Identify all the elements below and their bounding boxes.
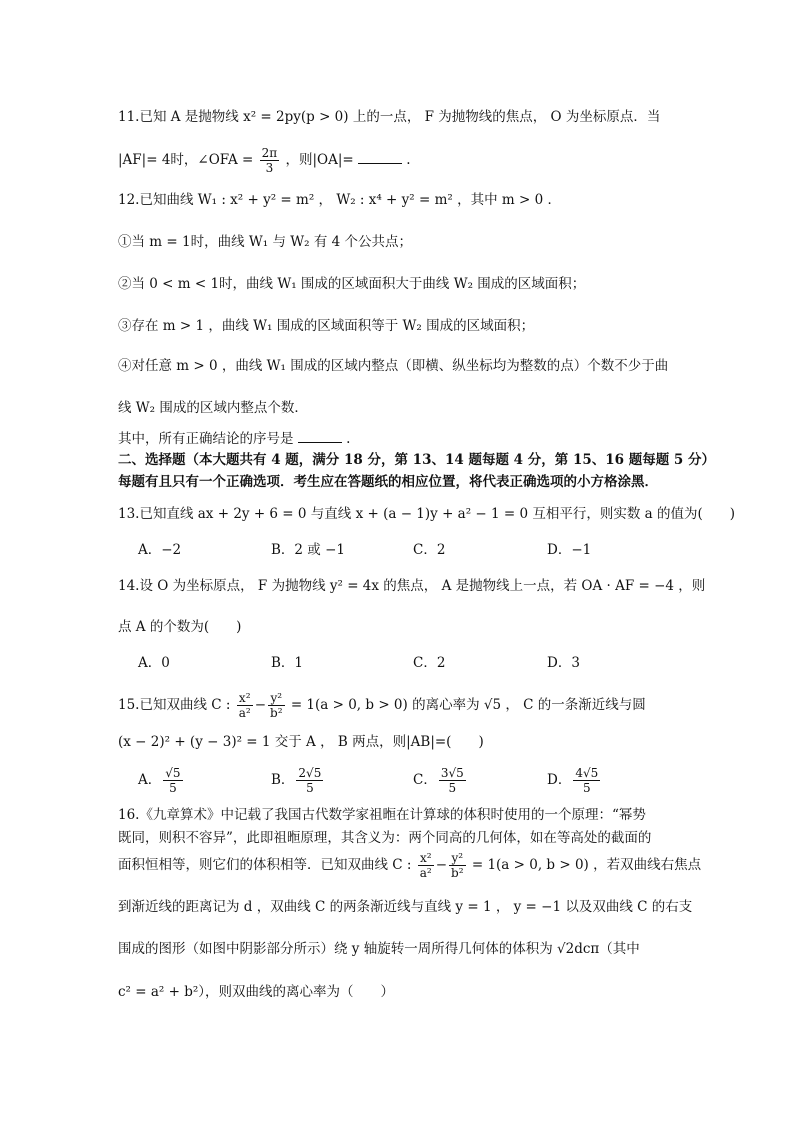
q15-option-a-label: A．	[138, 772, 162, 788]
q15-option-b-label: B．	[271, 772, 295, 788]
q15-option-d-den: 5	[582, 781, 591, 795]
q12-statement-4b: 线 W₂ 围成的区域内整点个数．	[118, 400, 308, 416]
q11-stem-line2	[118, 146, 411, 175]
q11-end: .	[406, 152, 411, 168]
q15-option-d-label: D．	[547, 772, 572, 788]
q14-option-c[interactable]: C．2	[413, 655, 446, 671]
q16-line-3-prefix: 面积恒相等，则它们的体积相等．已知双曲线 C :	[118, 857, 412, 873]
q13-option-c[interactable]: C．2	[413, 542, 446, 558]
q12-conclusion-end: .	[346, 431, 351, 447]
q16-y-fraction	[449, 851, 466, 880]
q15-minus: −	[254, 697, 267, 713]
q16-b2: b²	[451, 866, 464, 880]
q15-option-c-num: 3√5	[440, 766, 464, 780]
q14-option-b[interactable]: B．1	[271, 655, 304, 671]
q15-option-c-label: C．	[413, 772, 437, 788]
q11-angle-fraction	[260, 146, 280, 175]
q11-oa-text: ，则|OA|=	[285, 152, 354, 168]
q14-option-a[interactable]: A．0	[138, 655, 170, 671]
q14-stem-line1: 14.设 O 为坐标原点， F 为抛物线 y² = 4x 的焦点， A 是抛物线上一点，若 OA · AF = −4 ，则	[118, 578, 706, 594]
q15-option-b-fraction	[296, 766, 323, 795]
q15-option-a-den: 5	[169, 781, 177, 795]
q16-line-4: 到渐近线的距离记为 d ，双曲线 C 的两条渐近线与直线 y = 1 ， y = −1 以及双曲线 C 的右支	[118, 899, 693, 915]
q16-x2: x²	[418, 851, 434, 866]
q12-conclusion-text: 其中，所有正确结论的序号是	[118, 431, 294, 447]
q13-option-d[interactable]: D．−1	[547, 542, 592, 558]
q15-stem-prefix: 15.已知双曲线 C :	[118, 697, 231, 713]
section-2-instructions: 每题有且只有一个正确选项．考生应在答题纸的相应位置，将代表正确选项的小方格涂黑．	[118, 474, 658, 490]
q15-option-c[interactable]	[413, 764, 468, 796]
q15-option-d-num: 4√5	[575, 766, 599, 780]
q15-option-b-num: 2√5	[298, 766, 322, 780]
q15-option-b-den: 5	[306, 781, 314, 795]
q15-stem-line2: (x − 2)² + (y − 3)² = 1 交于 A ， B 两点，则|AB|=( )	[118, 734, 484, 750]
q15-option-b[interactable]	[271, 764, 325, 796]
q13-stem: 13.已知直线 ax + 2y + 6 = 0 与直线 x + (a − 1)y + a² − 1 = 0 互相平行，则实数 a 的值为( )	[118, 506, 736, 522]
q15-y2: y²	[268, 691, 285, 706]
q15-b2: b²	[270, 706, 283, 720]
q16-line-6: c² = a² + b²），则双曲线的离心率为（ ）	[118, 984, 395, 1000]
q12-statement-1: ①当 m = 1时，曲线 W₁ 与 W₂ 有 4 个公共点；	[118, 234, 412, 250]
q15-option-d[interactable]	[547, 764, 602, 796]
q11-frac-numerator: 2π	[261, 146, 278, 160]
q12-statement-3: ③存在 m > 1 ，曲线 W₁ 围成的区域面积等于 W₂ 围成的区域面积；	[118, 318, 535, 334]
q16-line-3	[118, 850, 701, 880]
q12-answer-blank[interactable]	[298, 430, 342, 443]
q15-option-c-den: 5	[448, 781, 457, 795]
q13-option-a[interactable]: A．−2	[138, 542, 182, 558]
q12-stem: 12.已知曲线 W₁ : x² + y² = m² ， W₂ : x⁴ + y² = m² ，其中 m > 0 ．	[118, 192, 561, 208]
q16-x-fraction	[418, 851, 434, 880]
q15-x-fraction	[237, 691, 253, 720]
q12-statement-2: ②当 0 < m < 1时，曲线 W₁ 围成的区域面积大于曲线 W₂ 围成的区域面积；	[118, 276, 586, 292]
q16-line-3-suffix: = 1(a > 0, b > 0) ，若双曲线右焦点	[471, 857, 702, 873]
q15-option-a-fraction	[163, 766, 182, 795]
q15-stem-suffix: = 1(a > 0, b > 0) 的离心率为 √5 ， C 的一条渐近线与圆	[290, 697, 646, 713]
q11-stem-line1: 11.已知 A 是抛物线 x² = 2py(p > 0) 上的一点， F 为抛物线的焦点， O 为坐标原点．当	[118, 109, 661, 125]
q15-x2: x²	[237, 691, 253, 706]
q15-a2: a²	[238, 706, 251, 720]
q16-line-5: 围成的图形（如图中阴影部分所示）绕 y 轴旋转一周所得几何体的体积为 √2dcπ（其中	[118, 941, 640, 957]
q16-line-1: 16.《九章算术》中记载了我国古代数学家祖暅在计算球的体积时使用的一个原理：“幂势	[118, 807, 646, 823]
q14-stem-line2: 点 A 的个数为( )	[118, 619, 242, 635]
q13-option-b[interactable]: B．2 或 −1	[271, 542, 345, 558]
q12-conclusion	[118, 430, 350, 448]
q15-option-a-num: √5	[165, 766, 181, 780]
q15-option-a[interactable]	[138, 764, 185, 796]
q15-y-fraction	[268, 691, 285, 720]
q15-option-d-fraction	[573, 766, 600, 795]
q12-statement-4a: ④对任意 m > 0 ，曲线 W₁ 围成的区域内整点（即横、纵坐标均为整数的点）个数不少于曲	[118, 358, 669, 374]
q15-option-c-fraction	[439, 766, 466, 795]
section-2-heading: 二、选择题（本大题共有 4 题，满分 18 分，第 13、14 题每题 4 分，第 15、16 题每题 5 分）	[118, 452, 716, 468]
q16-minus: −	[435, 857, 448, 873]
q16-line-2: 既同，则积不容异”，此即祖暅原理，其含义为：两个同高的几何体，如在等高处的截面的	[118, 830, 652, 846]
q11-angle-text: |AF|= 4时，∠OFA =	[118, 152, 254, 168]
q16-y2: y²	[449, 851, 466, 866]
q15-stem-line1	[118, 690, 646, 720]
q14-option-d[interactable]: D．3	[547, 655, 580, 671]
q11-answer-blank[interactable]	[358, 151, 402, 164]
q11-frac-denominator: 3	[265, 161, 274, 175]
q16-a2: a²	[419, 866, 432, 880]
